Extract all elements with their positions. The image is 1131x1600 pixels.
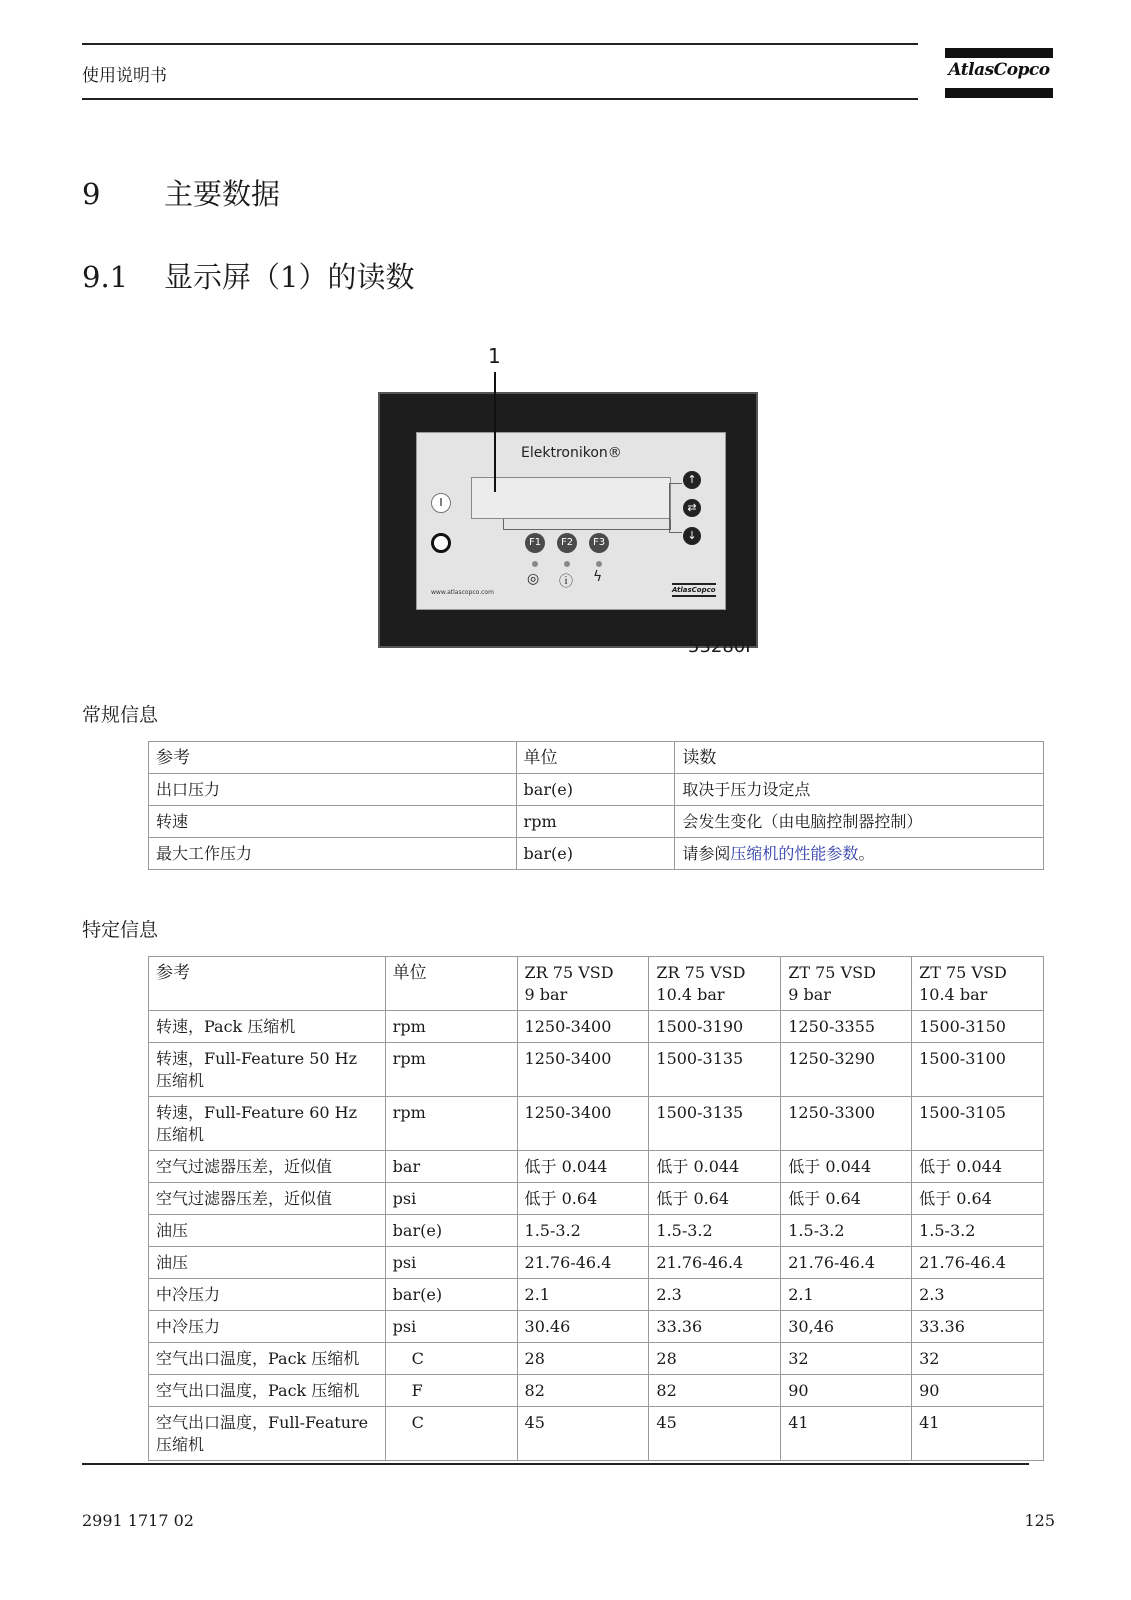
table-row bbox=[149, 806, 1044, 838]
table-cell: 1500-3190 bbox=[649, 1011, 781, 1043]
table-cell: 2.1 bbox=[781, 1279, 912, 1311]
website-url: www.atlascopco.com bbox=[431, 589, 494, 596]
table-cell: 32 bbox=[912, 1343, 1044, 1375]
table-cell: bar(e) bbox=[385, 1279, 517, 1311]
table-cell: 90 bbox=[912, 1375, 1044, 1407]
table-cell: 82 bbox=[649, 1375, 781, 1407]
start-button: I bbox=[431, 493, 451, 513]
table-cell: F bbox=[385, 1375, 517, 1407]
table-row bbox=[149, 1279, 1044, 1311]
table-cell: 低于 0.64 bbox=[649, 1183, 781, 1215]
display-screen bbox=[471, 477, 671, 519]
table-cell: 33.36 bbox=[649, 1311, 781, 1343]
column-header: ZT 75 VSD 9 bar bbox=[781, 957, 912, 1011]
table-cell: 1500-3100 bbox=[912, 1043, 1044, 1097]
header-top-rule bbox=[82, 43, 918, 45]
section-heading bbox=[82, 255, 414, 296]
table-cell: 低于 0.044 bbox=[781, 1151, 912, 1183]
header-bottom-rule bbox=[82, 98, 918, 100]
table-cell: 1500-3135 bbox=[649, 1043, 781, 1097]
table-cell: 空气出口温度，Full-Feature 压缩机 bbox=[149, 1407, 386, 1461]
table-row bbox=[149, 1043, 1044, 1097]
callout-leader-line bbox=[494, 372, 496, 492]
section-title: 显示屏（1）的读数 bbox=[164, 260, 415, 294]
table-cell bbox=[675, 838, 1044, 870]
performance-data-link[interactable]: 压缩机的性能参数 bbox=[730, 844, 859, 863]
table-cell: 32 bbox=[781, 1343, 912, 1375]
header-title: 使用说明书 bbox=[82, 66, 167, 86]
table-cell: 低于 0.64 bbox=[781, 1183, 912, 1215]
table-cell: 1.5-3.2 bbox=[912, 1215, 1044, 1247]
voltage-icon: ϟ bbox=[593, 569, 603, 585]
table-row bbox=[149, 1343, 1044, 1375]
controller-figure bbox=[378, 344, 758, 674]
chapter-title: 主要数据 bbox=[164, 177, 281, 211]
table-cell: rpm bbox=[516, 806, 675, 838]
callout-number: 1 bbox=[488, 344, 501, 368]
table-cell: bar(e) bbox=[385, 1215, 517, 1247]
table-cell: 90 bbox=[781, 1375, 912, 1407]
stop-button bbox=[431, 533, 451, 553]
table-row bbox=[149, 774, 1044, 806]
table-cell: 出口压力 bbox=[149, 774, 517, 806]
table-cell: 21.76-46.4 bbox=[912, 1247, 1044, 1279]
f2-key: F2 bbox=[557, 533, 577, 553]
controller-bezel bbox=[378, 392, 758, 648]
table-cell: 82 bbox=[517, 1375, 649, 1407]
table-cell: 28 bbox=[517, 1343, 649, 1375]
brand-label: Elektronikon® bbox=[521, 445, 622, 461]
table-row bbox=[149, 838, 1044, 870]
table-cell: C bbox=[385, 1343, 517, 1375]
chapter-heading bbox=[82, 172, 280, 213]
alarm-icon: ⓘ bbox=[559, 574, 573, 590]
table-cell: 41 bbox=[781, 1407, 912, 1461]
column-header: 读数 bbox=[675, 742, 1044, 774]
table-cell: psi bbox=[385, 1247, 517, 1279]
table-cell: 最大工作压力 bbox=[149, 838, 517, 870]
table-cell: 1250-3290 bbox=[781, 1043, 912, 1097]
f1-key: F1 bbox=[525, 533, 545, 553]
table-cell: 1500-3105 bbox=[912, 1097, 1044, 1151]
chapter-number: 9 bbox=[82, 177, 101, 211]
table-cell: C bbox=[385, 1407, 517, 1461]
column-header: 参考 bbox=[149, 742, 517, 774]
led-alarm bbox=[564, 561, 570, 567]
logo-text: AtlasCopco bbox=[948, 60, 1050, 80]
table-cell: bar bbox=[385, 1151, 517, 1183]
table-cell: 1.5-3.2 bbox=[517, 1215, 649, 1247]
table-cell: 低于 0.64 bbox=[517, 1183, 649, 1215]
auto-operation-icon: ◎ bbox=[527, 571, 540, 587]
table-cell: 低于 0.044 bbox=[912, 1151, 1044, 1183]
specific-info-label: 特定信息 bbox=[82, 919, 159, 941]
tab-key-icon: ⇄ bbox=[683, 499, 701, 517]
document-number: 2991 1717 02 bbox=[82, 1511, 194, 1530]
table-row bbox=[149, 1215, 1044, 1247]
scroll-up-icon: ↑ bbox=[683, 471, 701, 489]
controller-panel bbox=[416, 432, 726, 610]
table-row bbox=[149, 1407, 1044, 1461]
table-cell: bar(e) bbox=[516, 774, 675, 806]
column-header: ZT 75 VSD 10.4 bar bbox=[912, 957, 1044, 1011]
table-cell: rpm bbox=[385, 1043, 517, 1097]
table-cell: 油压 bbox=[149, 1247, 386, 1279]
table-cell: 1250-3300 bbox=[781, 1097, 912, 1151]
table-cell: 33.36 bbox=[912, 1311, 1044, 1343]
table-cell: 30.46 bbox=[517, 1311, 649, 1343]
table-cell: 1250-3400 bbox=[517, 1011, 649, 1043]
table-cell: 1.5-3.2 bbox=[781, 1215, 912, 1247]
table-cell: 转速，Full-Feature 50 Hz 压缩机 bbox=[149, 1043, 386, 1097]
led-auto bbox=[532, 561, 538, 567]
column-header: 参考 bbox=[149, 957, 386, 1011]
table-cell: 41 bbox=[912, 1407, 1044, 1461]
table-cell: 30,46 bbox=[781, 1311, 912, 1343]
general-info-label: 常规信息 bbox=[82, 704, 159, 726]
table-cell: 空气出口温度，Pack 压缩机 bbox=[149, 1343, 386, 1375]
table-header-row bbox=[149, 742, 1044, 774]
table-cell: psi bbox=[385, 1311, 517, 1343]
led-voltage bbox=[596, 561, 602, 567]
f3-key: F3 bbox=[589, 533, 609, 553]
table-row bbox=[149, 1097, 1044, 1151]
table-cell: rpm bbox=[385, 1097, 517, 1151]
column-header: ZR 75 VSD 10.4 bar bbox=[649, 957, 781, 1011]
table-cell: 转速，Full-Feature 60 Hz 压缩机 bbox=[149, 1097, 386, 1151]
specific-info-table bbox=[148, 956, 1044, 1461]
table-row bbox=[149, 1183, 1044, 1215]
table-cell: 2.3 bbox=[912, 1279, 1044, 1311]
table-cell: 中冷压力 bbox=[149, 1279, 386, 1311]
table-cell: 会发生变化（由电脑控制器控制） bbox=[675, 806, 1044, 838]
table-cell: 2.3 bbox=[649, 1279, 781, 1311]
scroll-down-icon: ↓ bbox=[683, 527, 701, 545]
reference-text: 请参阅 bbox=[682, 844, 731, 863]
table-cell: 1.5-3.2 bbox=[649, 1215, 781, 1247]
table-row bbox=[149, 1247, 1044, 1279]
table-cell: bar(e) bbox=[516, 838, 675, 870]
table-cell: psi bbox=[385, 1183, 517, 1215]
table-cell: 21.76-46.4 bbox=[781, 1247, 912, 1279]
table-cell: 1250-3400 bbox=[517, 1097, 649, 1151]
table-cell: 空气过滤器压差，近似值 bbox=[149, 1183, 386, 1215]
table-cell: 1250-3400 bbox=[517, 1043, 649, 1097]
table-row bbox=[149, 1011, 1044, 1043]
section-number: 9.1 bbox=[82, 260, 129, 294]
table-cell: 低于 0.044 bbox=[517, 1151, 649, 1183]
panel-logo: AtlasCopco bbox=[672, 583, 716, 597]
footer-rule bbox=[82, 1463, 1029, 1465]
general-info-table bbox=[148, 741, 1044, 870]
reference-suffix: 。 bbox=[858, 844, 875, 863]
table-cell: 转速 bbox=[149, 806, 517, 838]
table-cell: rpm bbox=[385, 1011, 517, 1043]
atlas-copco-logo bbox=[945, 48, 1053, 100]
column-header: 单位 bbox=[385, 957, 517, 1011]
table-cell: 1500-3135 bbox=[649, 1097, 781, 1151]
figure-code: 53280F bbox=[688, 636, 756, 657]
table-row bbox=[149, 1311, 1044, 1343]
table-cell: 中冷压力 bbox=[149, 1311, 386, 1343]
table-cell: 低于 0.64 bbox=[912, 1183, 1044, 1215]
table-cell: 28 bbox=[649, 1343, 781, 1375]
page-number: 125 bbox=[1024, 1511, 1055, 1530]
table-cell: 取决于压力设定点 bbox=[675, 774, 1044, 806]
table-cell: 21.76-46.4 bbox=[649, 1247, 781, 1279]
table-row bbox=[149, 1151, 1044, 1183]
table-cell: 45 bbox=[649, 1407, 781, 1461]
table-cell: 空气过滤器压差，近似值 bbox=[149, 1151, 386, 1183]
table-cell: 空气出口温度，Pack 压缩机 bbox=[149, 1375, 386, 1407]
table-cell: 1500-3150 bbox=[912, 1011, 1044, 1043]
column-header: ZR 75 VSD 9 bar bbox=[517, 957, 649, 1011]
table-cell: 45 bbox=[517, 1407, 649, 1461]
table-header-row bbox=[149, 957, 1044, 1011]
table-cell: 21.76-46.4 bbox=[517, 1247, 649, 1279]
table-row bbox=[149, 1375, 1044, 1407]
table-cell: 油压 bbox=[149, 1215, 386, 1247]
table-cell: 2.1 bbox=[517, 1279, 649, 1311]
table-cell: 1250-3355 bbox=[781, 1011, 912, 1043]
column-header: 单位 bbox=[516, 742, 675, 774]
table-cell: 转速，Pack 压缩机 bbox=[149, 1011, 386, 1043]
table-cell: 低于 0.044 bbox=[649, 1151, 781, 1183]
